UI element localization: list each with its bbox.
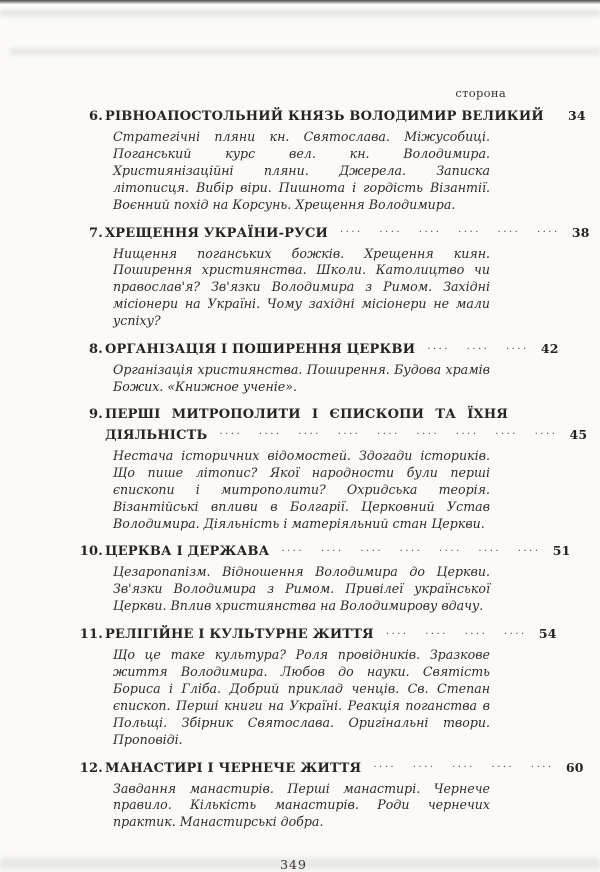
entry-number: 12. [79,760,103,776]
entry-title: РЕЛІГІЙНЕ І КУЛЬТУРНЕ ЖИТТЯ [105,627,374,643]
entry-number: 9. [89,406,103,422]
leader-dots: .... .... .... .... .... [373,759,554,771]
entry-number: 7. [89,225,103,241]
entry-description: Організація християнства. Поширення. Будова храмів Божих. «Книжное ученіе». [113,362,490,394]
entry-page-number: 45 [569,426,588,442]
entry-heading-row [79,759,584,776]
toc-entry [79,224,590,331]
leader-dots: .... .... .... .... [385,625,527,637]
toc-list [79,108,590,831]
entry-heading-row [79,407,508,422]
entry-number: 8. [89,342,103,358]
entry-page-number: 34 [568,108,586,123]
toc-entry [79,108,586,214]
entry-heading-row [79,542,571,560]
entry-description: Що це таке культура? Роля провідників. Зразкове життя Володимира. Любов до науки. Святість Бориса і Гліба. Добрий приклад ченців. Св. Степан єпископ. Перші книги на Україні. Реакція поганства в Польщі. Збірник Святослава. Оригінальні твори. Проповіді. [113,647,490,747]
entry-heading-row [79,224,590,241]
scan-artifact-top-strip [0,0,600,4]
entry-number: 11. [79,627,103,643]
toc-entry [79,542,571,615]
entry-description: Нестача історичних відомостей. Здогади істориків. Що пише літопис? Якої народности були перші єпископи і митрополити? Охридська теорія. Візантійські впливи в Болгарії. Церковний Устав Володимира. Діяльність і матеріяльний стан Церкви. [113,447,490,531]
entry-description: Цезаропапізм. Відношення Володимира до Церкви. Зв'язки Володимира з Римом. Привілеї української Церкви. Вплив християнства на Володимирову вдачу. [113,564,490,614]
entry-page-number: 42 [540,341,559,357]
toc-entry [79,406,588,533]
leader-dots: .... .... .... .... .... .... .... [281,542,541,554]
entry-title: ЦЕРКВА І ДЕРЖАВА [105,544,270,560]
entry-page-number: 51 [552,543,571,559]
footer-page-number: 349 [280,857,307,872]
entry-description: Стратегічні пляни кн. Святослава. Міжусобиці. Поганський курс вел. кн. Володимира. Християнізаційні пляни. Джерела. Записка літописця. Вибір віри. Пишнота і гордість Візантії. Воєнний похід на Корсунь. Хрещення Володимира. [113,129,490,212]
book-page [79,86,590,872]
entry-title: ПЕРШІ МИТРОПОЛИТИ І ЄПИСКОПИ ТА ЇХНЯ [105,406,508,422]
entry-title: РІВНОАПОСТОЛЬНИЙ КНЯЗЬ ВОЛОДИМИР ВЕЛИКИЙ [105,109,544,124]
scan-artifact-smudge [10,48,600,55]
entry-title: МАНАСТИРІ І ЧЕРНЕЧЕ ЖИТТЯ [105,760,362,776]
toc-entry [79,625,557,748]
entry-description: Нищення поганських божків. Хрещення киян. Поширення християнства. Школи. Католицтво чи православ'я? Зв'язки Володимира з Римом. Західні місіонери на Україні. Чому західні місіонери не мали успіху? [113,245,490,329]
entry-title: ХРЕЩЕННЯ УКРАЇНИ-РУСИ [105,225,328,241]
leader-dots: .... .... .... [427,340,529,352]
entry-number: 6. [89,109,103,124]
entry-page-number: 60 [565,759,584,775]
entry-title-line2: ДІЯЛЬНІСТЬ [105,427,208,443]
toc-entry [79,759,584,832]
entry-heading-row [79,625,557,643]
entry-number: 10. [79,544,103,560]
entry-heading-row-2 [79,426,588,443]
entry-page-number: 54 [538,626,557,642]
toc-entry [79,340,559,396]
leader-dots: .... .... .... .... .... .... .... .... .... [219,426,558,438]
entry-page-number: 38 [571,224,590,240]
entry-heading-row [79,108,586,124]
entry-title: ОРГАНІЗАЦІЯ І ПОШИРЕННЯ ЦЕРКВИ [105,342,416,358]
running-head-page-label: сторона [455,86,506,100]
leader-dots: .... .... .... .... .... .... [339,224,560,236]
entry-heading-row [79,340,559,358]
entry-description: Завдання манастирів. Перші манастирі. Чернече правило. Кількість манастирів. Роди чернечих практик. Манастирські добра. [113,780,490,830]
scan-artifact-smudge [0,10,600,16]
